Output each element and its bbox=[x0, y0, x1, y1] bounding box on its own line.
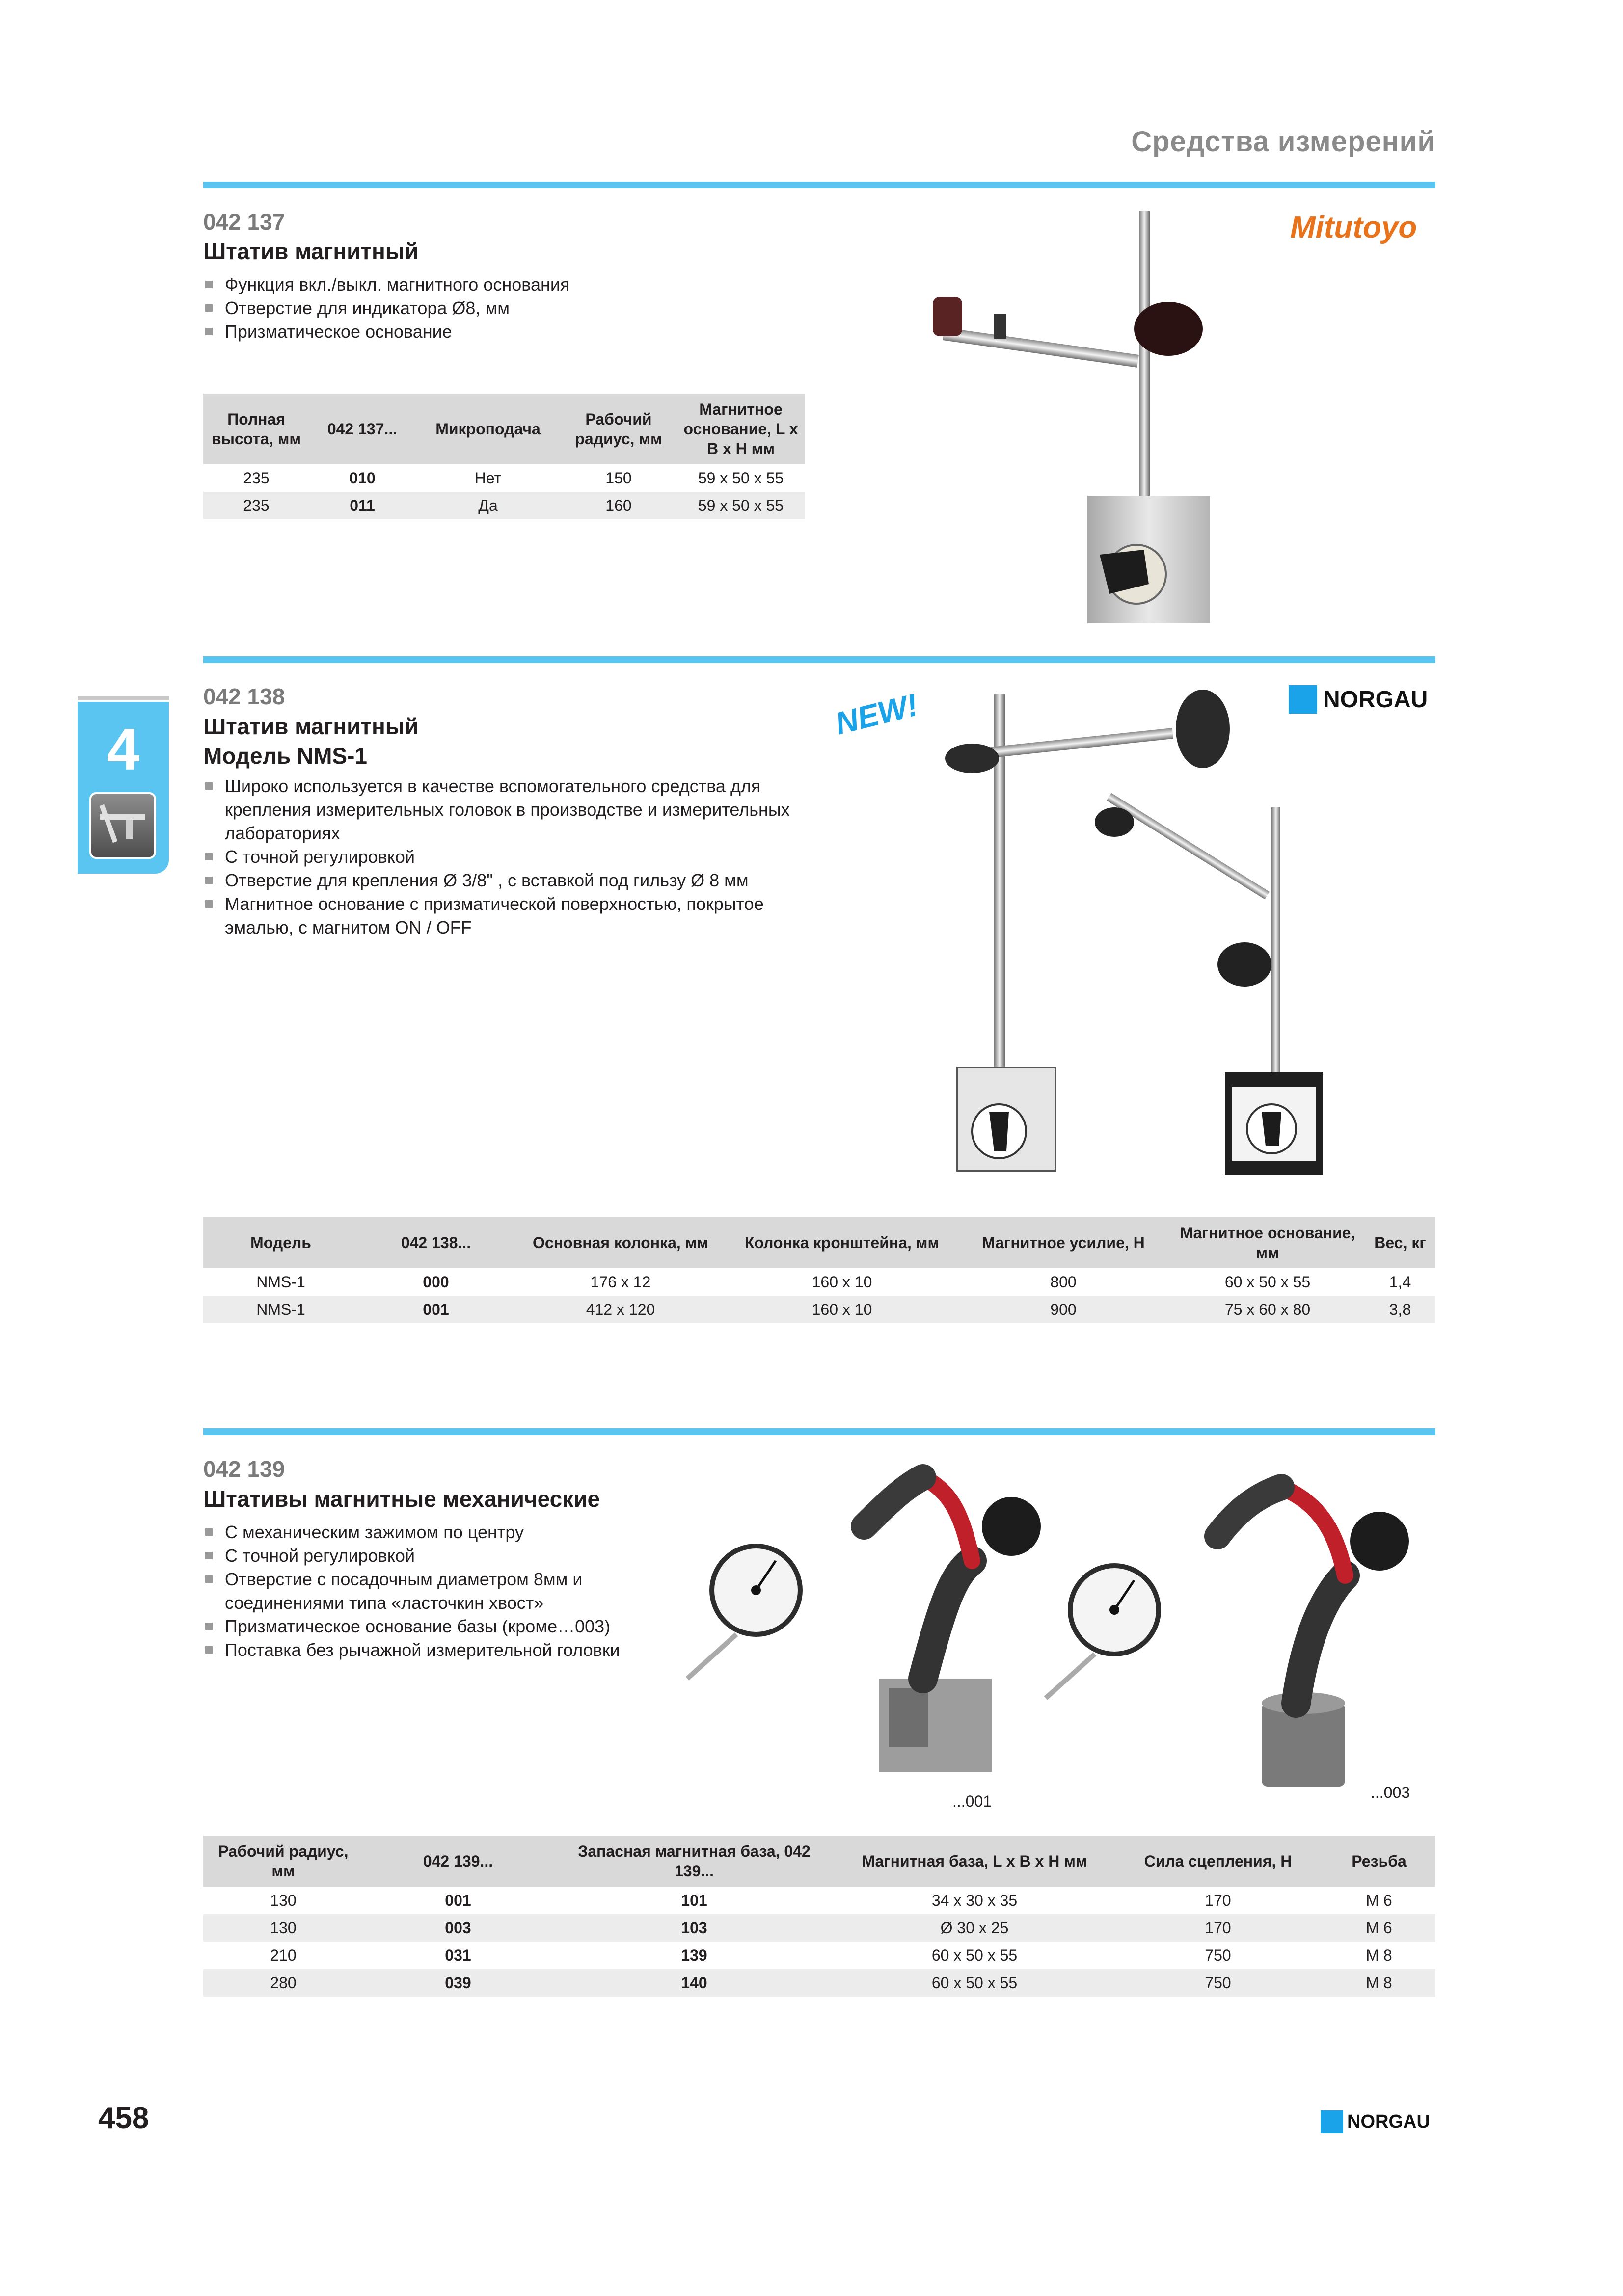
table-cell: 001 bbox=[445, 1891, 471, 1909]
feature-item: Призматическое основание bbox=[203, 320, 694, 344]
table-row bbox=[203, 1296, 1435, 1323]
table-row bbox=[203, 1887, 1435, 1914]
table-cell: 900 bbox=[956, 1296, 1170, 1323]
table-cell: M 6 bbox=[1323, 1914, 1435, 1942]
feature-item: Магнитное основание с призматической поверхностью, покрытое эмалью, с магнитом ON / OFF bbox=[203, 892, 802, 939]
table-row bbox=[203, 1942, 1435, 1969]
table-cell: 170 bbox=[1205, 1891, 1231, 1909]
col-header: Сила сцепления, Н bbox=[1113, 1836, 1323, 1887]
table-cell: M 6 bbox=[1366, 1891, 1392, 1909]
table-row bbox=[203, 464, 805, 492]
product-name: Штативы магнитные механические bbox=[203, 1486, 600, 1512]
nms-stand-image bbox=[908, 680, 1350, 1190]
table-cell: 60 x 50 x 55 bbox=[931, 1946, 1018, 1964]
product-name: Штатив магнитный bbox=[203, 714, 419, 739]
table-cell: 412 x 120 bbox=[514, 1296, 728, 1323]
table-cell: 039 bbox=[363, 1969, 553, 1997]
feature-item: Широко используется в качестве вспомогательного средства для крепления измерительных головок в производстве и измерительных лабораториях bbox=[203, 774, 802, 845]
feature-list bbox=[203, 1521, 694, 1662]
product-name: Штатив магнитный bbox=[203, 239, 419, 264]
table-cell: NMS-1 bbox=[256, 1273, 305, 1291]
table-cell: 750 bbox=[1113, 1969, 1323, 1997]
new-badge-label: NEW! bbox=[831, 687, 921, 742]
spec-table-042138 bbox=[203, 1217, 1435, 1323]
table-cell: 235 bbox=[203, 492, 309, 519]
footer-norgau-logo bbox=[1321, 2110, 1430, 2133]
feature-item: Призматическое основание базы (кроме…003) bbox=[203, 1615, 694, 1638]
feature-item: Отверстие для индикатора Ø8, мм bbox=[203, 296, 694, 320]
table-cell: 60 x 50 x 55 bbox=[836, 1969, 1113, 1997]
norgau-square-icon bbox=[1321, 2110, 1343, 2133]
table-cell: 103 bbox=[553, 1914, 836, 1942]
product-code: 042 138 bbox=[203, 684, 285, 709]
table-cell: 34 x 30 x 35 bbox=[931, 1891, 1018, 1909]
table-cell: M 8 bbox=[1323, 1969, 1435, 1997]
table-cell: 010 bbox=[349, 469, 376, 487]
col-header: Запасная магнитная база, 042 139... bbox=[553, 1836, 836, 1887]
chapter-number: 4 bbox=[107, 717, 140, 782]
spec-table-042137 bbox=[203, 394, 805, 519]
table-cell: M 8 bbox=[1366, 1946, 1392, 1964]
table-cell: 140 bbox=[553, 1969, 836, 1997]
table-cell: 031 bbox=[445, 1946, 471, 1964]
section-title: Средства измерений bbox=[1131, 126, 1435, 158]
col-header: Магнитное основание, L x B x H мм bbox=[676, 394, 805, 464]
table-cell: 59 x 50 x 55 bbox=[676, 492, 805, 519]
table-cell: 160 x 10 bbox=[812, 1273, 872, 1291]
table-cell: 280 bbox=[203, 1969, 363, 1997]
table-cell: 130 bbox=[270, 1891, 297, 1909]
col-header: Колонка кронштейна, мм bbox=[728, 1217, 956, 1268]
section-rule bbox=[203, 182, 1435, 188]
col-header: Магнитное основание, мм bbox=[1170, 1217, 1365, 1268]
caliper-icon bbox=[89, 792, 156, 859]
feature-item: С точной регулировкой bbox=[203, 845, 802, 869]
table-cell: 139 bbox=[681, 1946, 707, 1964]
table-cell: 001 bbox=[358, 1296, 514, 1323]
col-header: Вес, кг bbox=[1365, 1217, 1435, 1268]
feature-list bbox=[203, 774, 802, 939]
product-code: 042 139 bbox=[203, 1456, 285, 1482]
image-caption: ...003 bbox=[1371, 1784, 1410, 1801]
table-cell: 003 bbox=[363, 1914, 553, 1942]
table-cell: 130 bbox=[203, 1914, 363, 1942]
table-cell: Да bbox=[415, 492, 561, 519]
table-cell: 101 bbox=[681, 1891, 707, 1909]
table-cell: 3,8 bbox=[1365, 1296, 1435, 1323]
table-cell: 011 bbox=[309, 492, 415, 519]
col-header: Магнитное усилие, Н bbox=[956, 1217, 1170, 1268]
table-cell: 75 x 60 x 80 bbox=[1170, 1296, 1365, 1323]
brand-name: NORGAU bbox=[1347, 2111, 1430, 2132]
fisso-stand-image bbox=[648, 1448, 1443, 1791]
table-cell: 176 x 12 bbox=[590, 1273, 651, 1291]
image-caption: ...001 bbox=[952, 1792, 992, 1810]
table-row bbox=[203, 1268, 1435, 1296]
col-header: Микроподача bbox=[415, 394, 561, 464]
table-cell: 160 bbox=[561, 492, 676, 519]
table-cell: Нет bbox=[474, 469, 502, 487]
col-header: Рабочий радиус, мм bbox=[203, 1836, 363, 1887]
table-cell: 59 x 50 x 55 bbox=[698, 469, 784, 487]
table-row bbox=[203, 1914, 1435, 1942]
col-header: Резьба bbox=[1323, 1836, 1435, 1887]
table-cell: 750 bbox=[1205, 1946, 1231, 1964]
table-cell: NMS-1 bbox=[203, 1296, 358, 1323]
table-cell: 1,4 bbox=[1389, 1273, 1411, 1291]
table-row bbox=[203, 492, 805, 519]
product-model: Модель NMS-1 bbox=[203, 743, 367, 769]
table-cell: 170 bbox=[1113, 1914, 1323, 1942]
table-row bbox=[203, 1969, 1435, 1997]
col-header: 042 138... bbox=[358, 1217, 514, 1268]
table-cell: 000 bbox=[423, 1273, 449, 1291]
table-cell: 150 bbox=[605, 469, 632, 487]
col-header: 042 139... bbox=[363, 1836, 553, 1887]
brand-name: NORGAU bbox=[1323, 686, 1428, 713]
feature-item: Отверстие для крепления Ø 3/8" , с вставкой под гильзу Ø 8 мм bbox=[203, 869, 802, 892]
feature-item: Поставка без рычажной измерительной головки bbox=[203, 1638, 694, 1662]
col-header: 042 137... bbox=[309, 394, 415, 464]
chapter-tab[interactable] bbox=[78, 702, 169, 874]
table-cell: 235 bbox=[243, 469, 270, 487]
product-code: 042 137 bbox=[203, 209, 285, 235]
col-header: Полная высота, мм bbox=[203, 394, 309, 464]
feature-item: Отверстие с посадочным диаметром 8мм и соединениями типа «ласточкин хвост» bbox=[203, 1568, 694, 1615]
mitutoyo-logo: Mitutoyo bbox=[1290, 211, 1417, 244]
feature-item: Функция вкл./выкл. магнитного основания bbox=[203, 273, 694, 296]
chapter-tab-top bbox=[78, 696, 169, 700]
col-header: Магнитная база, L x B x H мм bbox=[836, 1836, 1113, 1887]
feature-list bbox=[203, 273, 694, 344]
table-cell: Ø 30 x 25 bbox=[836, 1914, 1113, 1942]
section-rule bbox=[203, 1428, 1435, 1435]
spec-table-042139 bbox=[203, 1836, 1435, 1997]
table-cell: 160 x 10 bbox=[728, 1296, 956, 1323]
section-rule bbox=[203, 656, 1435, 663]
page-number: 458 bbox=[98, 2101, 149, 2135]
table-cell: 60 x 50 x 55 bbox=[1224, 1273, 1311, 1291]
magnetic-stand-image bbox=[913, 211, 1257, 638]
col-header: Рабочий радиус, мм bbox=[561, 394, 676, 464]
col-header: Модель bbox=[203, 1217, 358, 1268]
col-header: Основная колонка, мм bbox=[514, 1217, 728, 1268]
feature-item: С механическим зажимом по центру bbox=[203, 1521, 694, 1544]
table-cell: 210 bbox=[270, 1946, 297, 1964]
feature-item: С точной регулировкой bbox=[203, 1544, 694, 1568]
table-cell: 800 bbox=[1050, 1273, 1077, 1291]
